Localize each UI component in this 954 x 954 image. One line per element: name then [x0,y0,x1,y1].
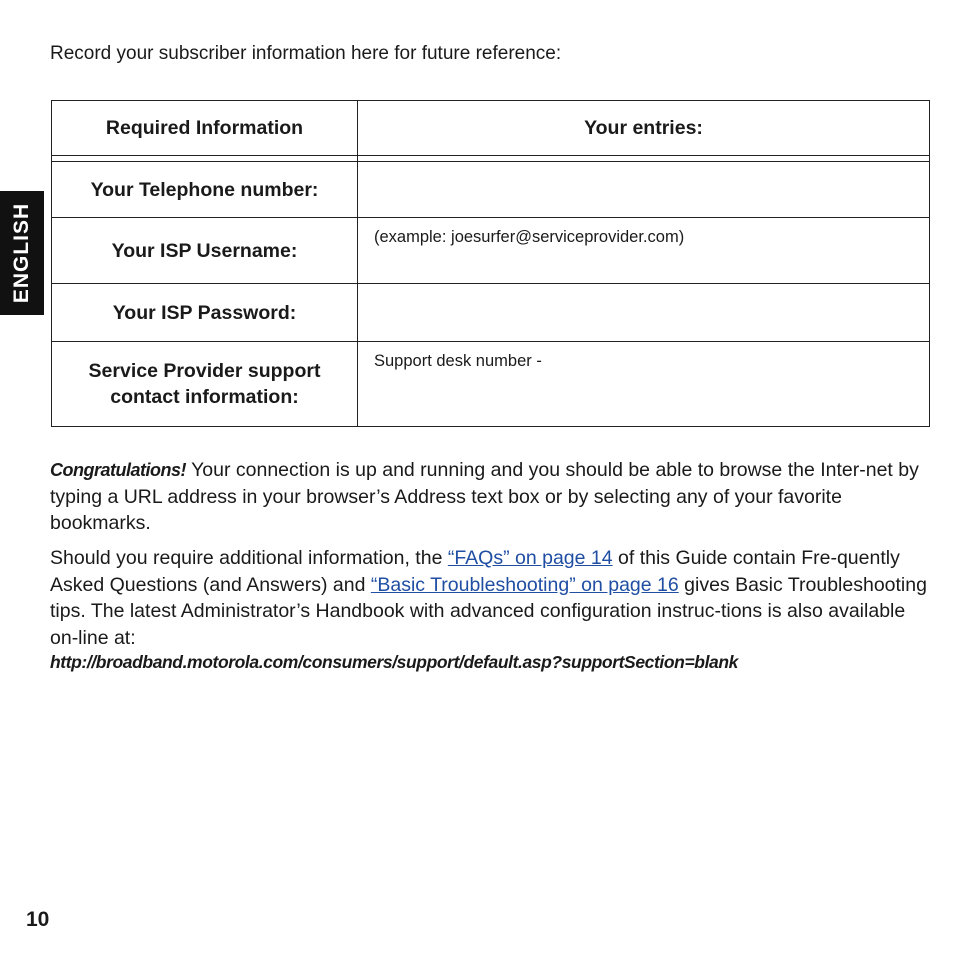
entry-isp-password[interactable] [358,284,930,342]
additional-info-paragraph [50,545,936,651]
entry-telephone[interactable] [358,162,930,218]
row-label-telephone: Your Telephone number: [52,162,358,218]
support-label-line1: Service Provider support [88,360,321,382]
table-row [52,284,930,342]
subscriber-info-table [51,100,930,427]
support-url: http://broadband.motorola.com/consumers/support/default.asp?supportSection=blank [50,652,738,672]
row-label-isp-password: Your ISP Password: [52,284,358,342]
intro-text: Record your subscriber information here for future reference: [50,43,562,64]
additional-info-text-1: Should you require additional information, the [50,547,448,569]
row-label-support-contact [52,342,358,427]
table-row [52,162,930,218]
basic-troubleshooting-link[interactable]: “Basic Troubleshooting” on page 16 [370,573,679,596]
header-required-information: Required Information [52,101,358,156]
additional-info-text-3: gives Basic Troubleshooting tips. The latest Administrator’s Handbook with advanced configuration instruc-tions is also available on-line at: [50,573,927,649]
table-row [52,342,930,427]
congratulations-paragraph [50,457,936,537]
congratulations-lead: Congratulations! [50,460,186,480]
row-label-isp-username: Your ISP Username: [52,218,358,284]
table-row [52,218,930,284]
language-tab-label: ENGLISH [10,202,33,304]
header-your-entries: Your entries: [358,101,930,156]
entry-support-contact[interactable]: Support desk number - [358,342,930,427]
entry-isp-username[interactable]: (example: joesurfer@serviceprovider.com) [358,218,930,284]
support-label-line2: contact information: [110,386,299,408]
language-tab [0,191,44,315]
congratulations-text: Your connection is up and running and you should be able to browse the Inter-net by typing a URL address in your browser’s Address text box or by selecting any of your favorite bookmarks. [50,459,919,534]
page-number: 10 [26,908,50,931]
faqs-link[interactable]: “FAQs” on page 14 [447,547,613,569]
table-header-row [52,101,930,156]
additional-info-text-2: of this Guide contain Fre-quently Asked Questions (and Answers) and [50,547,900,596]
